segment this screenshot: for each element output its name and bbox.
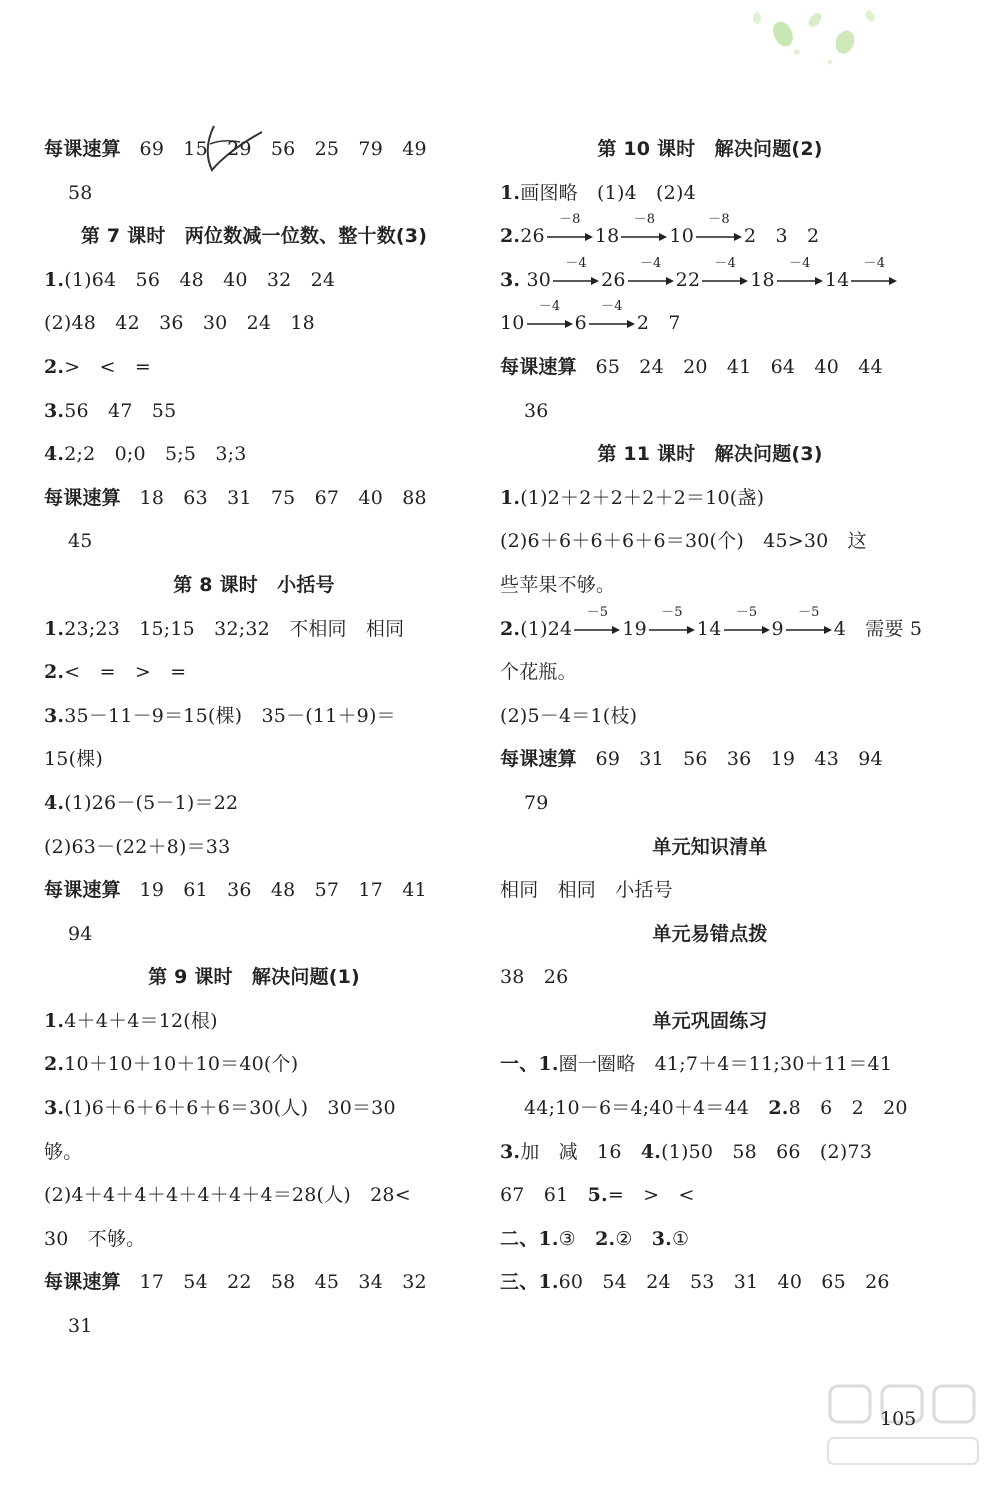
answer-line: 4.2;2 0;0 5;5 3;3 (44, 443, 247, 466)
arrow-icon: －4 (777, 271, 823, 291)
answer-line: 1.画图略 (1)4 (2)4 (500, 181, 696, 204)
answer-line: 3.56 47 55 (44, 399, 177, 422)
answer-line: 2.10＋10＋10＋10＝40(个) (44, 1053, 299, 1076)
answer-line: (2)48 42 36 30 24 18 (44, 312, 315, 335)
answer-line: 1.(1)2＋2＋2＋2＋2＝10(盏) (500, 486, 765, 509)
answer-line: 相同 相同 小括号 (500, 879, 673, 902)
arrow-icon: －8 (696, 227, 742, 247)
arrow-icon: －5 (724, 620, 770, 640)
answer-line: 个花瓶。 (500, 661, 577, 684)
arrow-icon: －5 (786, 620, 832, 640)
arrow-chain-line: 10 －4 6 －4 2 7 (500, 299, 681, 335)
lesson-heading: 第 10 课时 解决问题(2) (597, 138, 823, 160)
answer-line: 二、1.③ 2.② 3.① (500, 1227, 690, 1250)
right-column (500, 128, 923, 1305)
answer-line: 79 (524, 791, 549, 814)
arrow-chain-line: 2.(1)24 －5 19 －5 14 －5 9 －5 4 需要 5 (500, 604, 923, 640)
answer-line: 58 (68, 181, 93, 204)
answer-line: 1.4＋4＋4＝12(根) (44, 1009, 218, 1032)
page-number: 105 (880, 1408, 917, 1430)
answer-line: 30 不够。 (44, 1227, 146, 1250)
answer-line: 36 (524, 399, 549, 422)
answer-line: (2)6＋6＋6＋6＋6＝30(个) 45>30 这 (500, 530, 867, 553)
answer-line: 67 61 5.= > < (500, 1184, 695, 1207)
arrow-icon: －4 (553, 271, 599, 291)
lesson-heading: 第 9 课时 解决问题(1) (148, 966, 360, 989)
section-heading: 单元知识清单 (652, 835, 768, 858)
leaf-decoration-icon (695, 0, 895, 80)
answer-line: 3.加 减 16 4.(1)50 58 66 (2)73 (500, 1140, 873, 1163)
quick-calc-line: 每课速算 17 54 22 58 45 34 32 (44, 1271, 427, 1294)
answer-line: 38 26 (500, 966, 569, 989)
answer-line: 2.> < = (44, 355, 152, 378)
answer-line: 够。 (44, 1140, 83, 1163)
lesson-heading: 第 11 课时 解决问题(3) (597, 443, 823, 466)
arrow-chain-line: 3. 30 －4 26 －4 22 －4 18 －4 14 －4 (500, 259, 920, 303)
answer-line: 94 (68, 922, 93, 945)
answer-line: 三、1.60 54 24 53 31 40 65 26 (500, 1271, 890, 1294)
arrow-icon: －4 (589, 314, 635, 334)
section-heading: 单元巩固练习 (652, 1009, 768, 1032)
answer-line: (2)4＋4＋4＋4＋4＋4＋4＝28(人) 28< (44, 1184, 411, 1207)
answer-line: 45 (68, 530, 93, 553)
answer-line: 一、1.圈一圈略 41;7＋4＝11;30＋11＝41 (500, 1053, 893, 1076)
quick-calc-line: 每课速算 19 61 36 48 57 17 41 (44, 879, 427, 902)
answer-line: (2)5－4＝1(枝) (500, 704, 638, 727)
arrow-icon: －4 (702, 271, 748, 291)
quick-calc-line: 每课速算 69 15 29 56 25 79 49 (44, 138, 427, 160)
arrow-icon: －8 (621, 227, 667, 247)
quick-calc-line: 每课速算 65 24 20 41 64 40 44 (500, 355, 883, 378)
answer-line: 1.(1)64 56 48 40 32 24 (44, 268, 336, 291)
lesson-heading: 第 8 课时 小括号 (173, 573, 335, 596)
arrow-icon: －5 (649, 620, 695, 640)
lesson-heading: 第 7 课时 两位数减一位数、整十数(3) (80, 225, 428, 248)
arrow-icon: －4 (628, 271, 674, 291)
answer-line: 4.(1)26－(5－1)＝22 (44, 791, 239, 814)
answer-line: 31 (68, 1315, 93, 1338)
arrow-icon: －4 (851, 271, 897, 291)
answer-line: (2)63－(22＋8)＝33 (44, 835, 231, 858)
arrow-chain-line: 2.26 －8 18 －8 10 －8 2 3 2 (500, 212, 820, 248)
arrow-icon: －5 (574, 620, 620, 640)
answer-line: 1.23;23 15;15 32;32 不相同 相同 (44, 617, 405, 640)
arrow-icon: －4 (527, 314, 573, 334)
answer-line: 2.< = > = (44, 661, 187, 684)
section-heading: 单元易错点拨 (652, 922, 768, 945)
answer-line: 3.(1)6＋6＋6＋6＋6＝30(人) 30＝30 (44, 1097, 396, 1120)
answer-line: 44;10－6＝4;40＋4＝44 2.8 6 2 20 (524, 1097, 908, 1120)
quick-calc-line: 每课速算 69 31 56 36 19 43 94 (500, 748, 883, 771)
answer-line: 3.35－11－9＝15(棵) 35－(11＋9)＝ (44, 704, 396, 727)
answer-line: 些苹果不够。 (500, 573, 616, 596)
arrow-icon: －8 (547, 227, 593, 247)
left-column (44, 128, 464, 1349)
answer-line: 15(棵) (44, 748, 104, 771)
quick-calc-line: 每课速算 18 63 31 75 67 40 88 (44, 486, 427, 509)
